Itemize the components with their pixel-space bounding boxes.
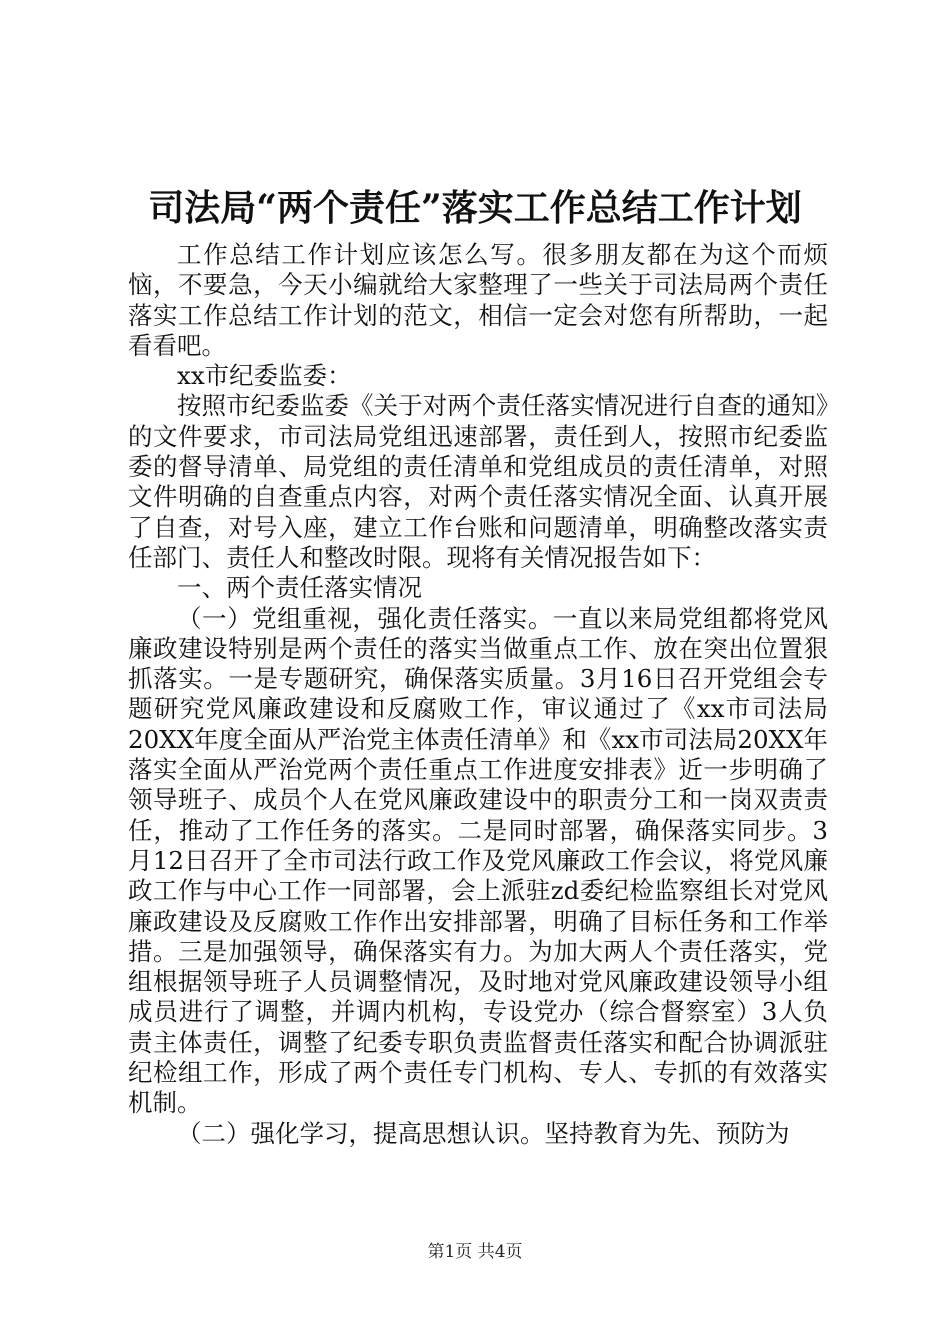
document-body — [128, 240, 828, 1149]
salutation: xx市纪委监委： — [177, 361, 352, 391]
body-paragraph: （一）党组重视，强化责任落实。一直以来局党组都将党风廉政建设特别是两个责任的落实当做重点工作、放在突出位置狠抓落实。一是专题研究，确保落实质量。3月16日召开党组会专题研究党风廉政建设和反腐败工作，审议通过了《xx市司法局20XX年度全面从严治党主体责任清单》和《xx市司法局20XX年落实全面从严治党两个责任重点工作进度安排表》近一步明确了领导班子、成员个人在党风廉政建设中的职责分工和一岗双责责任，推动了工作任务的落实。二是同时部署，确保落实同步。3月12日召开了全市司法行政工作及党风廉政工作会议，将党风廉政工作与中心工作一同部署，会上派驻zd委纪检监察组长对党风廉政建设及反腐败工作作出安排部署，明确了目标任务和工作举措。三是加强领导，确保落实有力。为加大两人个责任落实，党组根据领导班子人员调整情况，及时地对党风廉政建设领导小组成员进行了调整，并调内机构，专设党办（综合督察室）3人负责主体责任，调整了纪委专职负责监督责任落实和配合协调派驻纪检组工作，形成了两个责任专门机构、专人、专抓的有效落实机制。 — [128, 603, 828, 1118]
body-paragraph: （二）强化学习，提高思想认识。坚持教育为先、预防为 — [177, 1118, 790, 1148]
document-title: 司法局“两个责任”落实工作总结工作计划 — [148, 187, 802, 229]
section-heading: 一、两个责任落实情况 — [177, 573, 422, 603]
body-paragraph: 按照市纪委监委《关于对两个责任落实情况进行自查的通知》的文件要求，市司法局党组迅速部署，责任到人，按照市纪委监委的督导清单、局党组的责任清单和党组成员的责任清单，对照文件明确的自查重点内容，对两个责任落实情况全面、认真开展了自查，对号入座，建立工作台账和问题清单，明确整改落实责任部门、责任人和整改时限。现将有关情况报告如下： — [128, 391, 828, 572]
page-footer: 第1页 共4页 — [427, 1242, 523, 1262]
intro-paragraph: 工作总结工作计划应该怎么写。很多朋友都在为这个而烦恼，不要急，今天小编就给大家整理了一些关于司法局两个责任落实工作总结工作计划的范文，相信一定会对您有所帮助，一起看看吧。 — [128, 240, 828, 360]
